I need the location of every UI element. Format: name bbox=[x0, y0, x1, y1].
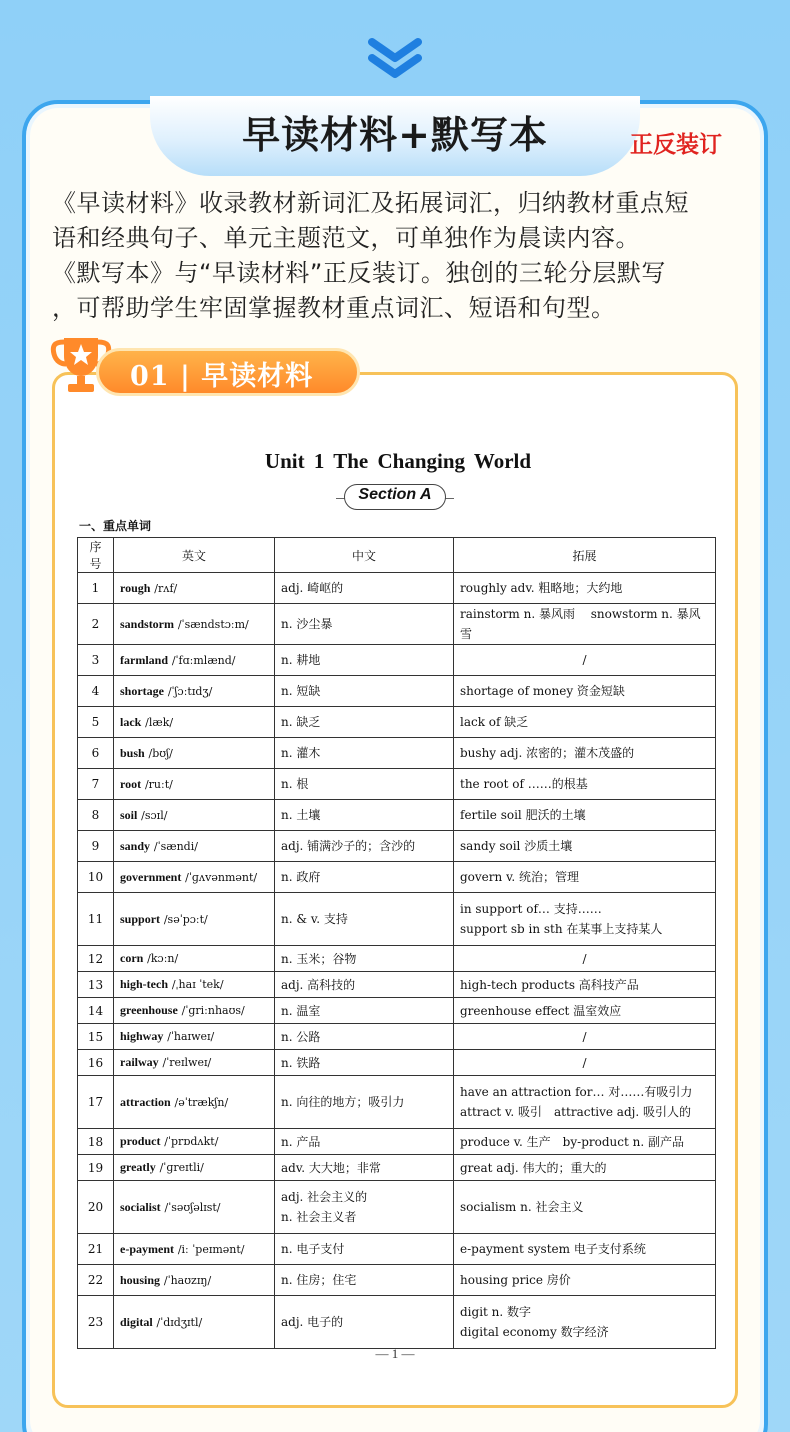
row-number: 11 bbox=[78, 893, 114, 946]
phonetic: /ˈɡreɪtli/ bbox=[159, 1161, 204, 1174]
meaning: n. 土壤 bbox=[281, 808, 321, 822]
table-row bbox=[78, 676, 716, 707]
phonetic: /ˈhaɪweɪ/ bbox=[167, 1030, 215, 1043]
extension-cell bbox=[454, 1129, 716, 1155]
row-number: 16 bbox=[78, 1050, 114, 1076]
headword: rough bbox=[120, 580, 151, 595]
phonetic: /ˈprɒdʌkt/ bbox=[164, 1135, 219, 1148]
meaning: n. 政府 bbox=[281, 870, 321, 884]
column-header: 拓展 bbox=[454, 538, 716, 573]
chinese-cell bbox=[275, 573, 454, 604]
english-cell bbox=[114, 738, 275, 769]
page-title: 早读材料+默写本 bbox=[242, 113, 548, 157]
extension: / bbox=[582, 1029, 587, 1044]
table-row bbox=[78, 1181, 716, 1234]
row-number: 18 bbox=[78, 1129, 114, 1155]
extension: lack of 缺乏 bbox=[460, 715, 529, 729]
headword: socialist bbox=[120, 1199, 161, 1214]
extension-cell bbox=[454, 573, 716, 604]
phonetic: /ˈreɪlweɪ/ bbox=[162, 1056, 212, 1069]
extension: socialism n. 社会主义 bbox=[460, 1200, 584, 1214]
headword: e-payment bbox=[120, 1241, 174, 1256]
page-number: — 1 — bbox=[375, 1346, 415, 1361]
intro-line: 语和经典句子、单元主题范文，可单独作为晨读内容。 bbox=[52, 224, 640, 252]
vocab-table bbox=[77, 537, 716, 1349]
extension: support sb in sth 在某事上支持某人 bbox=[460, 922, 663, 936]
phonetic: /əˈtrækʃn/ bbox=[174, 1095, 229, 1109]
english-cell bbox=[114, 707, 275, 738]
table-row bbox=[78, 645, 716, 676]
row-number: 19 bbox=[78, 1155, 114, 1181]
row-number: 8 bbox=[78, 800, 114, 831]
chinese-cell bbox=[275, 604, 454, 645]
row-number: 7 bbox=[78, 769, 114, 800]
row-number: 1 bbox=[78, 573, 114, 604]
english-cell bbox=[114, 1050, 275, 1076]
chinese-cell bbox=[275, 1024, 454, 1050]
phonetic: /iː ˈpeɪmənt/ bbox=[177, 1242, 245, 1256]
extension: digital economy 数字经济 bbox=[460, 1325, 609, 1339]
english-cell bbox=[114, 946, 275, 972]
meaning: n. 短缺 bbox=[281, 684, 321, 698]
meaning: n. 灌木 bbox=[281, 746, 321, 760]
english-cell bbox=[114, 1076, 275, 1129]
headword: bush bbox=[120, 745, 145, 760]
extension: / bbox=[582, 653, 587, 667]
phonetic: /ˈɡʌvənmənt/ bbox=[185, 870, 258, 884]
table-body bbox=[78, 573, 716, 1349]
meaning: n. 社会主义者 bbox=[281, 1210, 357, 1224]
table-row bbox=[78, 1155, 716, 1181]
chinese-cell bbox=[275, 707, 454, 738]
headword: product bbox=[120, 1134, 161, 1148]
headword: lack bbox=[120, 714, 142, 729]
meaning: n. 沙尘暴 bbox=[281, 617, 333, 631]
table-row bbox=[78, 1265, 716, 1296]
row-number: 10 bbox=[78, 862, 114, 893]
intro-line: ，可帮助学生牢固掌握教材重点词汇、短语和句型。 bbox=[52, 294, 616, 322]
english-cell bbox=[114, 972, 275, 998]
chinese-cell bbox=[275, 1181, 454, 1234]
row-number: 6 bbox=[78, 738, 114, 769]
extension-cell bbox=[454, 738, 716, 769]
chinese-cell bbox=[275, 972, 454, 998]
meaning: n. 产品 bbox=[281, 1134, 321, 1149]
phonetic: /ruːt/ bbox=[144, 777, 173, 791]
headword: high-tech bbox=[120, 977, 168, 991]
intro-line: 《早读材料》收录教材新词汇及拓展词汇，归纳教材重点短 bbox=[52, 189, 689, 217]
meaning: n. 缺乏 bbox=[281, 715, 321, 729]
extension-cell bbox=[454, 862, 716, 893]
phonetic: /ˈsændi/ bbox=[153, 839, 198, 853]
column-header: 中文 bbox=[275, 538, 454, 573]
headword: sandstorm bbox=[120, 616, 175, 631]
meaning: adj. 崎岖的 bbox=[281, 581, 344, 595]
extension: in support of… 支持…… bbox=[460, 902, 602, 916]
headword: highway bbox=[120, 1029, 164, 1043]
meaning: n. & v. 支持 bbox=[281, 912, 348, 926]
meaning: n. 电子支付 bbox=[281, 1242, 345, 1256]
extension-cell bbox=[454, 1076, 716, 1129]
row-number: 9 bbox=[78, 831, 114, 862]
extension: attract v. 吸引 attractive adj. 吸引人的 bbox=[460, 1105, 691, 1119]
extension-cell bbox=[454, 1050, 716, 1076]
table-row bbox=[78, 573, 716, 604]
english-cell bbox=[114, 1234, 275, 1265]
phonetic: /ˈsəʊʃəlɪst/ bbox=[164, 1200, 221, 1214]
chinese-cell bbox=[275, 946, 454, 972]
headword: greenhouse bbox=[120, 1003, 178, 1017]
extension-cell bbox=[454, 769, 716, 800]
headword: housing bbox=[120, 1272, 161, 1287]
english-cell bbox=[114, 645, 275, 676]
headword: corn bbox=[120, 951, 144, 965]
phonetic: /ˈhaʊzɪŋ/ bbox=[163, 1273, 212, 1287]
phonetic: /bʊʃ/ bbox=[148, 746, 173, 760]
english-cell bbox=[114, 1296, 275, 1349]
extension: shortage of money 资金短缺 bbox=[460, 684, 625, 698]
meaning: adj. 铺满沙子的；含沙的 bbox=[281, 839, 416, 853]
extension-cell bbox=[454, 972, 716, 998]
chinese-cell bbox=[275, 1296, 454, 1349]
table-row bbox=[78, 738, 716, 769]
phonetic: /kɔːn/ bbox=[147, 952, 179, 965]
english-cell bbox=[114, 1129, 275, 1155]
extension: / bbox=[582, 1055, 587, 1070]
extension-cell bbox=[454, 800, 716, 831]
sub-heading: 一、重点单词 bbox=[79, 519, 152, 533]
extension: the root of ……的根基 bbox=[460, 777, 588, 791]
extension: roughly adv. 粗略地；大约地 bbox=[460, 581, 623, 595]
row-number: 17 bbox=[78, 1076, 114, 1129]
row-number: 2 bbox=[78, 604, 114, 645]
table-row bbox=[78, 707, 716, 738]
chinese-cell bbox=[275, 1234, 454, 1265]
double-chevron-down-icon bbox=[366, 38, 424, 80]
column-header: 英文 bbox=[114, 538, 275, 573]
headword: digital bbox=[120, 1314, 153, 1329]
chinese-cell bbox=[275, 1129, 454, 1155]
table-row bbox=[78, 998, 716, 1024]
meaning: n. 住房；住宅 bbox=[281, 1273, 357, 1287]
meaning: n. 根 bbox=[281, 777, 309, 791]
english-cell bbox=[114, 676, 275, 707]
table-row bbox=[78, 1024, 716, 1050]
chinese-cell bbox=[275, 1155, 454, 1181]
meaning: n. 铁路 bbox=[281, 1055, 321, 1070]
extension: have an attraction for… 对……有吸引力 bbox=[460, 1085, 693, 1099]
chinese-cell bbox=[275, 1050, 454, 1076]
row-number: 20 bbox=[78, 1181, 114, 1234]
headword: root bbox=[120, 776, 142, 791]
phonetic: /rʌf/ bbox=[154, 581, 178, 595]
table-row bbox=[78, 831, 716, 862]
extension: produce v. 生产 by-product n. 副产品 bbox=[460, 1134, 684, 1149]
table-row bbox=[78, 1234, 716, 1265]
phonetic: /ˈsændstɔːm/ bbox=[177, 617, 249, 631]
chinese-cell bbox=[275, 1076, 454, 1129]
section-a-label: Section A bbox=[358, 486, 432, 503]
chinese-cell bbox=[275, 862, 454, 893]
row-number: 15 bbox=[78, 1024, 114, 1050]
meaning: n. 公路 bbox=[281, 1029, 321, 1044]
english-cell bbox=[114, 573, 275, 604]
extension: housing price 房价 bbox=[460, 1273, 571, 1287]
english-cell bbox=[114, 893, 275, 946]
binding-label: 正反装订 bbox=[630, 132, 722, 158]
table-row bbox=[78, 769, 716, 800]
headword: shortage bbox=[120, 683, 164, 698]
phonetic: /ˈdɪdʒɪtl/ bbox=[156, 1315, 203, 1329]
row-number: 4 bbox=[78, 676, 114, 707]
intro-text bbox=[52, 186, 752, 326]
headword: support bbox=[120, 911, 161, 926]
extension: bushy adj. 浓密的；灌木茂盛的 bbox=[460, 746, 635, 760]
meaning: adj. 高科技的 bbox=[281, 977, 356, 992]
phonetic: /ˈfɑːmlænd/ bbox=[171, 653, 236, 667]
english-cell bbox=[114, 1181, 275, 1234]
extension-cell bbox=[454, 645, 716, 676]
extension: greenhouse effect 温室效应 bbox=[460, 1003, 622, 1018]
intro-line: 《默写本》与“早读材料”正反装订。独创的三轮分层默写 bbox=[52, 259, 666, 287]
chinese-cell bbox=[275, 769, 454, 800]
table-row bbox=[78, 1050, 716, 1076]
extension: high-tech products 高科技产品 bbox=[460, 977, 639, 992]
english-cell bbox=[114, 998, 275, 1024]
table-row bbox=[78, 1129, 716, 1155]
row-number: 23 bbox=[78, 1296, 114, 1349]
row-number: 22 bbox=[78, 1265, 114, 1296]
extension: e-payment system 电子支付系统 bbox=[460, 1242, 646, 1256]
extension-cell bbox=[454, 604, 716, 645]
phonetic: /ˈɡriːnhaʊs/ bbox=[181, 1004, 245, 1017]
extension-cell bbox=[454, 831, 716, 862]
extension-cell bbox=[454, 1024, 716, 1050]
table-row bbox=[78, 972, 716, 998]
column-header: 序号 bbox=[78, 538, 114, 573]
english-cell bbox=[114, 1024, 275, 1050]
extension: fertile soil 肥沃的土壤 bbox=[460, 808, 586, 822]
unit-title: Unit 1 The Changing World bbox=[264, 449, 532, 473]
row-number: 12 bbox=[78, 946, 114, 972]
phonetic: /səˈpɔːt/ bbox=[163, 912, 208, 926]
table-row bbox=[78, 1076, 716, 1129]
headword: attraction bbox=[120, 1094, 171, 1109]
chinese-cell bbox=[275, 800, 454, 831]
extension: great adj. 伟大的；重大的 bbox=[460, 1160, 607, 1175]
row-number: 21 bbox=[78, 1234, 114, 1265]
headword: government bbox=[120, 869, 182, 884]
row-number: 14 bbox=[78, 998, 114, 1024]
row-number: 5 bbox=[78, 707, 114, 738]
phonetic: /læk/ bbox=[145, 715, 174, 729]
table-row bbox=[78, 1296, 716, 1349]
english-cell bbox=[114, 862, 275, 893]
table-row bbox=[78, 862, 716, 893]
row-number: 3 bbox=[78, 645, 114, 676]
meaning: n. 玉米；谷物 bbox=[281, 951, 357, 966]
headword: greatly bbox=[120, 1160, 156, 1174]
english-cell bbox=[114, 831, 275, 862]
phonetic: /ˌhaɪ ˈtek/ bbox=[171, 978, 224, 991]
extension-cell bbox=[454, 1296, 716, 1349]
meaning: adj. 电子的 bbox=[281, 1315, 344, 1329]
extension-cell bbox=[454, 893, 716, 946]
headword: railway bbox=[120, 1055, 159, 1069]
english-cell bbox=[114, 1155, 275, 1181]
extension-cell bbox=[454, 1234, 716, 1265]
phonetic: /sɔɪl/ bbox=[141, 808, 168, 822]
headword: farmland bbox=[120, 652, 168, 667]
extension-cell bbox=[454, 707, 716, 738]
extension-cell bbox=[454, 1265, 716, 1296]
meaning: n. 向往的地方；吸引力 bbox=[281, 1095, 405, 1109]
table-header-row bbox=[78, 538, 716, 573]
meaning: adj. 社会主义的 bbox=[281, 1190, 368, 1204]
english-cell bbox=[114, 800, 275, 831]
extension: govern v. 统治；管理 bbox=[460, 870, 580, 884]
headword: sandy bbox=[120, 838, 151, 853]
extension-cell bbox=[454, 1181, 716, 1234]
table-row bbox=[78, 800, 716, 831]
english-cell bbox=[114, 1265, 275, 1296]
extension: / bbox=[582, 951, 587, 966]
extension-cell bbox=[454, 676, 716, 707]
meaning: n. 温室 bbox=[281, 1003, 321, 1018]
section-label: 01 | 早读材料 bbox=[130, 361, 314, 392]
table-row bbox=[78, 604, 716, 645]
extension: digit n. 数字 bbox=[460, 1305, 532, 1319]
table-row bbox=[78, 946, 716, 972]
table-row bbox=[78, 893, 716, 946]
headword: soil bbox=[120, 807, 138, 822]
phonetic: /ˈʃɔːtɪdʒ/ bbox=[167, 684, 213, 698]
chinese-cell bbox=[275, 1265, 454, 1296]
extension-cell bbox=[454, 946, 716, 972]
english-cell bbox=[114, 604, 275, 645]
row-number: 13 bbox=[78, 972, 114, 998]
extension: sandy soil 沙质土壤 bbox=[460, 839, 573, 853]
extension-cell bbox=[454, 1155, 716, 1181]
chinese-cell bbox=[275, 998, 454, 1024]
chinese-cell bbox=[275, 831, 454, 862]
chinese-cell bbox=[275, 893, 454, 946]
chinese-cell bbox=[275, 676, 454, 707]
chinese-cell bbox=[275, 645, 454, 676]
chinese-cell bbox=[275, 738, 454, 769]
extension: rainstorm n. 暴风雨 snowstorm n. 暴风雪 bbox=[460, 607, 701, 641]
meaning: adv. 大大地；非常 bbox=[281, 1160, 381, 1175]
meaning: n. 耕地 bbox=[281, 653, 321, 667]
english-cell bbox=[114, 769, 275, 800]
extension-cell bbox=[454, 998, 716, 1024]
